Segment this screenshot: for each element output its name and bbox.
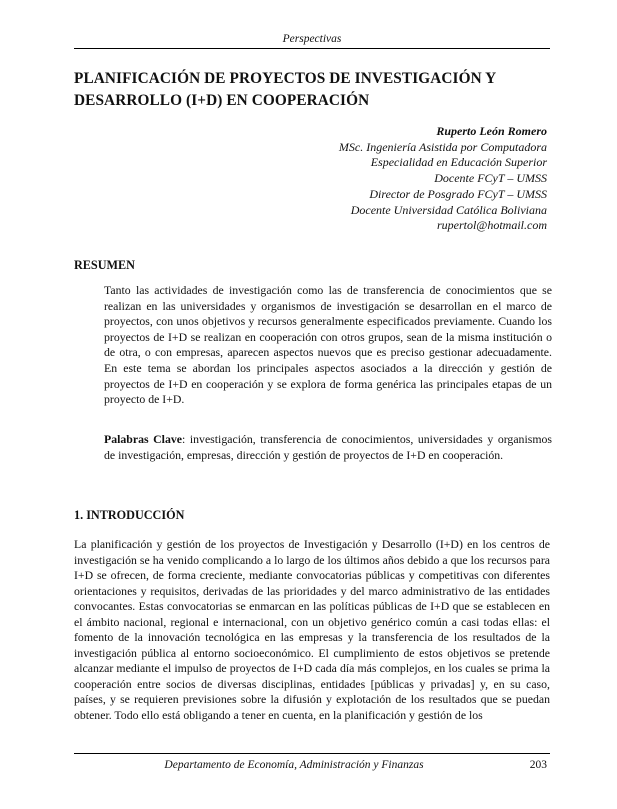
author-role-director: Director de Posgrado FCyT – UMSS <box>369 186 547 201</box>
running-head: Perspectivas <box>282 33 342 45</box>
author-block <box>339 124 547 234</box>
keywords-text: : investigación, transferencia de conocimientos, universidades y organismos de investigación, empresas, dirección y gestión de proyectos de I+D en cooperación. <box>104 432 552 462</box>
abstract-heading: RESUMEN <box>74 258 135 272</box>
author-degree: MSc. Ingeniería Asistida por Computadora <box>338 139 547 154</box>
author-role-ucb: Docente Universidad Católica Boliviana <box>350 202 547 217</box>
header-rule <box>74 48 550 49</box>
abstract-text: Tanto las actividades de investigación como las de transferencia de conocimientos que se realizan en las universidades y organismos de investigación se desarrollan en el marco de proyectos, con unos objetivos y recursos generalmente especificados previamente. Cuando los proyectos de I+D se realizan en cooperación con otros grupos, sean de la misma institución o de otra, o con empresas, aparecen aspectos nuevos que es preciso gestionar adecuadamente. En este tema se abordan los principales aspectos asociados a la dirección y gestión de proyectos de I+D en cooperación y se explora de forma genérica las principales etapas de un proyecto de I+D. <box>104 283 552 407</box>
introduction-text: La planificación y gestión de los proyectos de Investigación y Desarrollo (I+D) en los centros de investigación se ha venido complicando a lo largo de los últimos años debido a que los recursos para I+D se ofrecen, de forma creciente, mediante convocatorias públicas y competitivas con diferentes orientaciones y requisitos, derivadas de las prioridades y del marco administrativo de las entidades convocantes. Estas convocatorias se enmarcan en las políticas públicas de I+D que se establecen en el ámbito nacional, regional e internacional, con un objetivo genérico común a casi todas ellas: el fomento de la innovación tecnológica en las empresas y la transferencia de los resultados de la investigación pública al entorno socioeconómico. El cumplimiento de estos objetivos se pretende alcanzar mediante el impulso de proyectos de I+D cada día más complejos, en los cuales se prima la cooperación entre socios de diversas disciplinas, entidades [públicas y privadas] y, en su caso, países, y se requieren previsiones sobre la difusión y explotación de los resultados que se puedan obtener. Todo ello está obligando a tener en cuenta, en la planificación y gestión de los <box>74 537 550 722</box>
keywords <box>104 432 552 463</box>
introduction-heading: 1. INTRODUCCIÓN <box>74 508 185 522</box>
article-title: PLANIFICACIÓN DE PROYECTOS DE INVESTIGACIÓN Y DESARROLLO (I+D) EN COOPERACIÓN <box>74 70 496 109</box>
footer-rule <box>74 753 550 754</box>
author-role-docente: Docente FCyT – UMSS <box>434 171 547 186</box>
author-name: Ruperto León Romero <box>436 124 547 138</box>
author-email: rupertol@hotmail.com <box>436 218 547 233</box>
page-number: 203 <box>529 759 547 771</box>
footer-department: Departamento de Economía, Administración y Finanzas <box>164 759 424 771</box>
author-specialty: Especialidad en Educación Superior <box>370 155 547 170</box>
keywords-label: Palabras Clave <box>104 432 182 446</box>
